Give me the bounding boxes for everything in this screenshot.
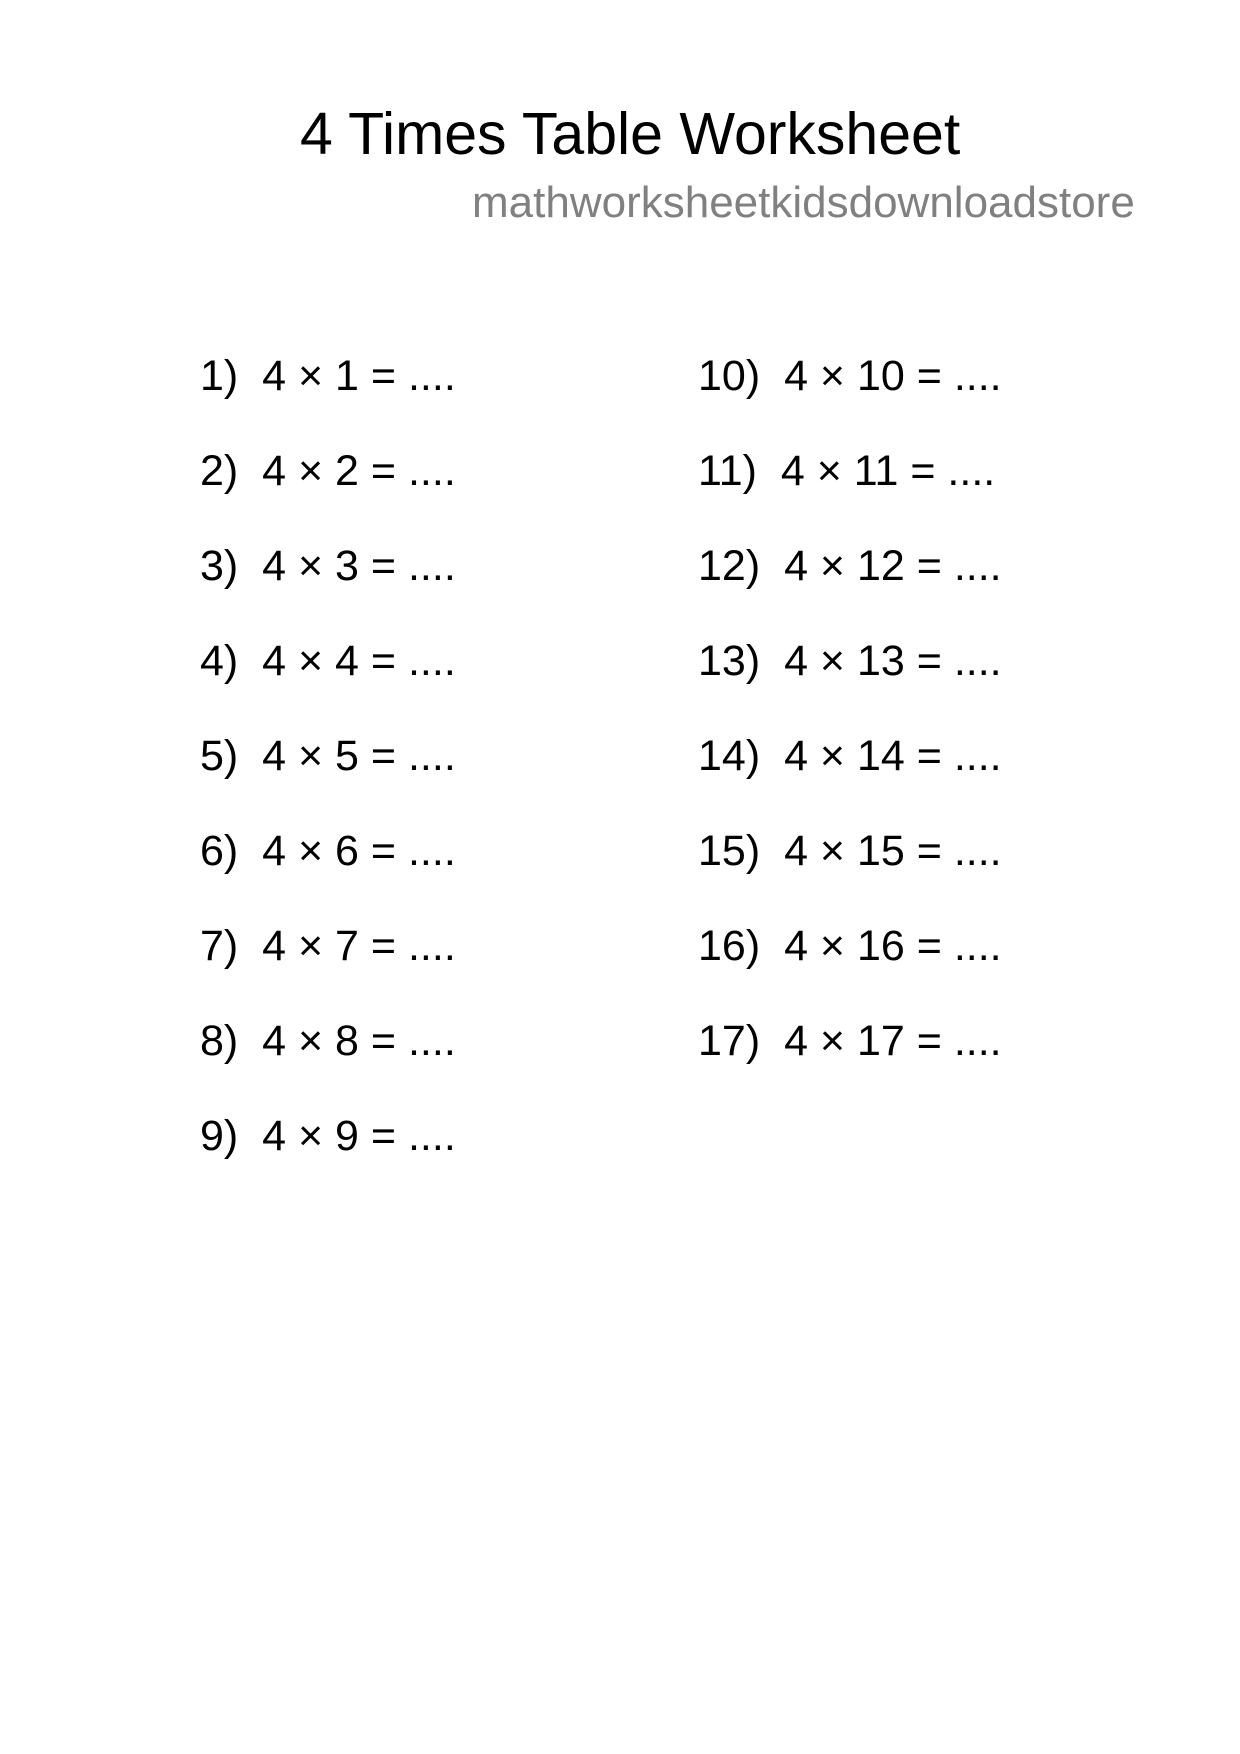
problem-expression: 4 × 9 = .... [262,1112,456,1160]
problem-expression: 4 × 15 = .... [784,827,1002,875]
problem-expression: 4 × 5 = .... [262,732,456,780]
problem-expression: 4 × 8 = .... [262,1017,456,1065]
problem-expression: 4 × 12 = .... [784,542,1002,590]
problem-item [698,542,1002,590]
problem-item [698,637,1002,685]
problem-number: 15) [698,827,761,875]
problem-item [698,732,1002,780]
problem-expression: 4 × 11 = .... [780,447,996,495]
problem-number: 14) [698,732,761,780]
problem-number: 10) [698,352,761,400]
problem-number: 1) [200,352,239,400]
problem-expression: 4 × 14 = .... [784,732,1002,780]
problem-item [698,447,996,495]
problem-expression: 4 × 3 = .... [262,542,456,590]
problem-expression: 4 × 7 = .... [262,922,456,970]
problem-item [698,1017,1002,1065]
problem-expression: 4 × 13 = .... [784,637,1002,685]
problem-item [200,352,456,400]
problem-expression: 4 × 16 = .... [784,922,1002,970]
problem-item [698,352,1002,400]
problem-item [200,1017,456,1065]
problem-expression: 4 × 1 = .... [262,352,456,400]
problem-number: 11) [698,447,757,495]
problem-item [200,732,456,780]
problem-number: 5) [200,732,239,780]
problem-item [200,447,456,495]
problem-item [698,922,1002,970]
problem-item [200,637,456,685]
problem-item [698,827,1002,875]
problem-number: 2) [200,447,239,495]
problem-number: 9) [200,1112,239,1160]
problem-number: 3) [200,542,239,590]
problem-number: 16) [698,922,761,970]
problem-number: 17) [698,1017,761,1065]
problem-number: 12) [698,542,761,590]
worksheet-title: 4 Times Table Worksheet [300,101,961,167]
problem-item [200,542,456,590]
problem-item [200,922,456,970]
problem-number: 7) [200,922,239,970]
problem-expression: 4 × 10 = .... [784,352,1002,400]
problem-item [200,827,456,875]
problem-expression: 4 × 4 = .... [262,637,456,685]
problem-expression: 4 × 6 = .... [262,827,456,875]
problem-item [200,1112,456,1160]
problem-number: 4) [200,637,239,685]
problem-number: 6) [200,827,239,875]
worksheet-source-label: mathworksheetkidsdownloadstore [472,178,1135,227]
problem-expression: 4 × 2 = .... [262,447,456,495]
problem-number: 13) [698,637,761,685]
problem-expression: 4 × 17 = .... [784,1017,1002,1065]
problem-number: 8) [200,1017,239,1065]
